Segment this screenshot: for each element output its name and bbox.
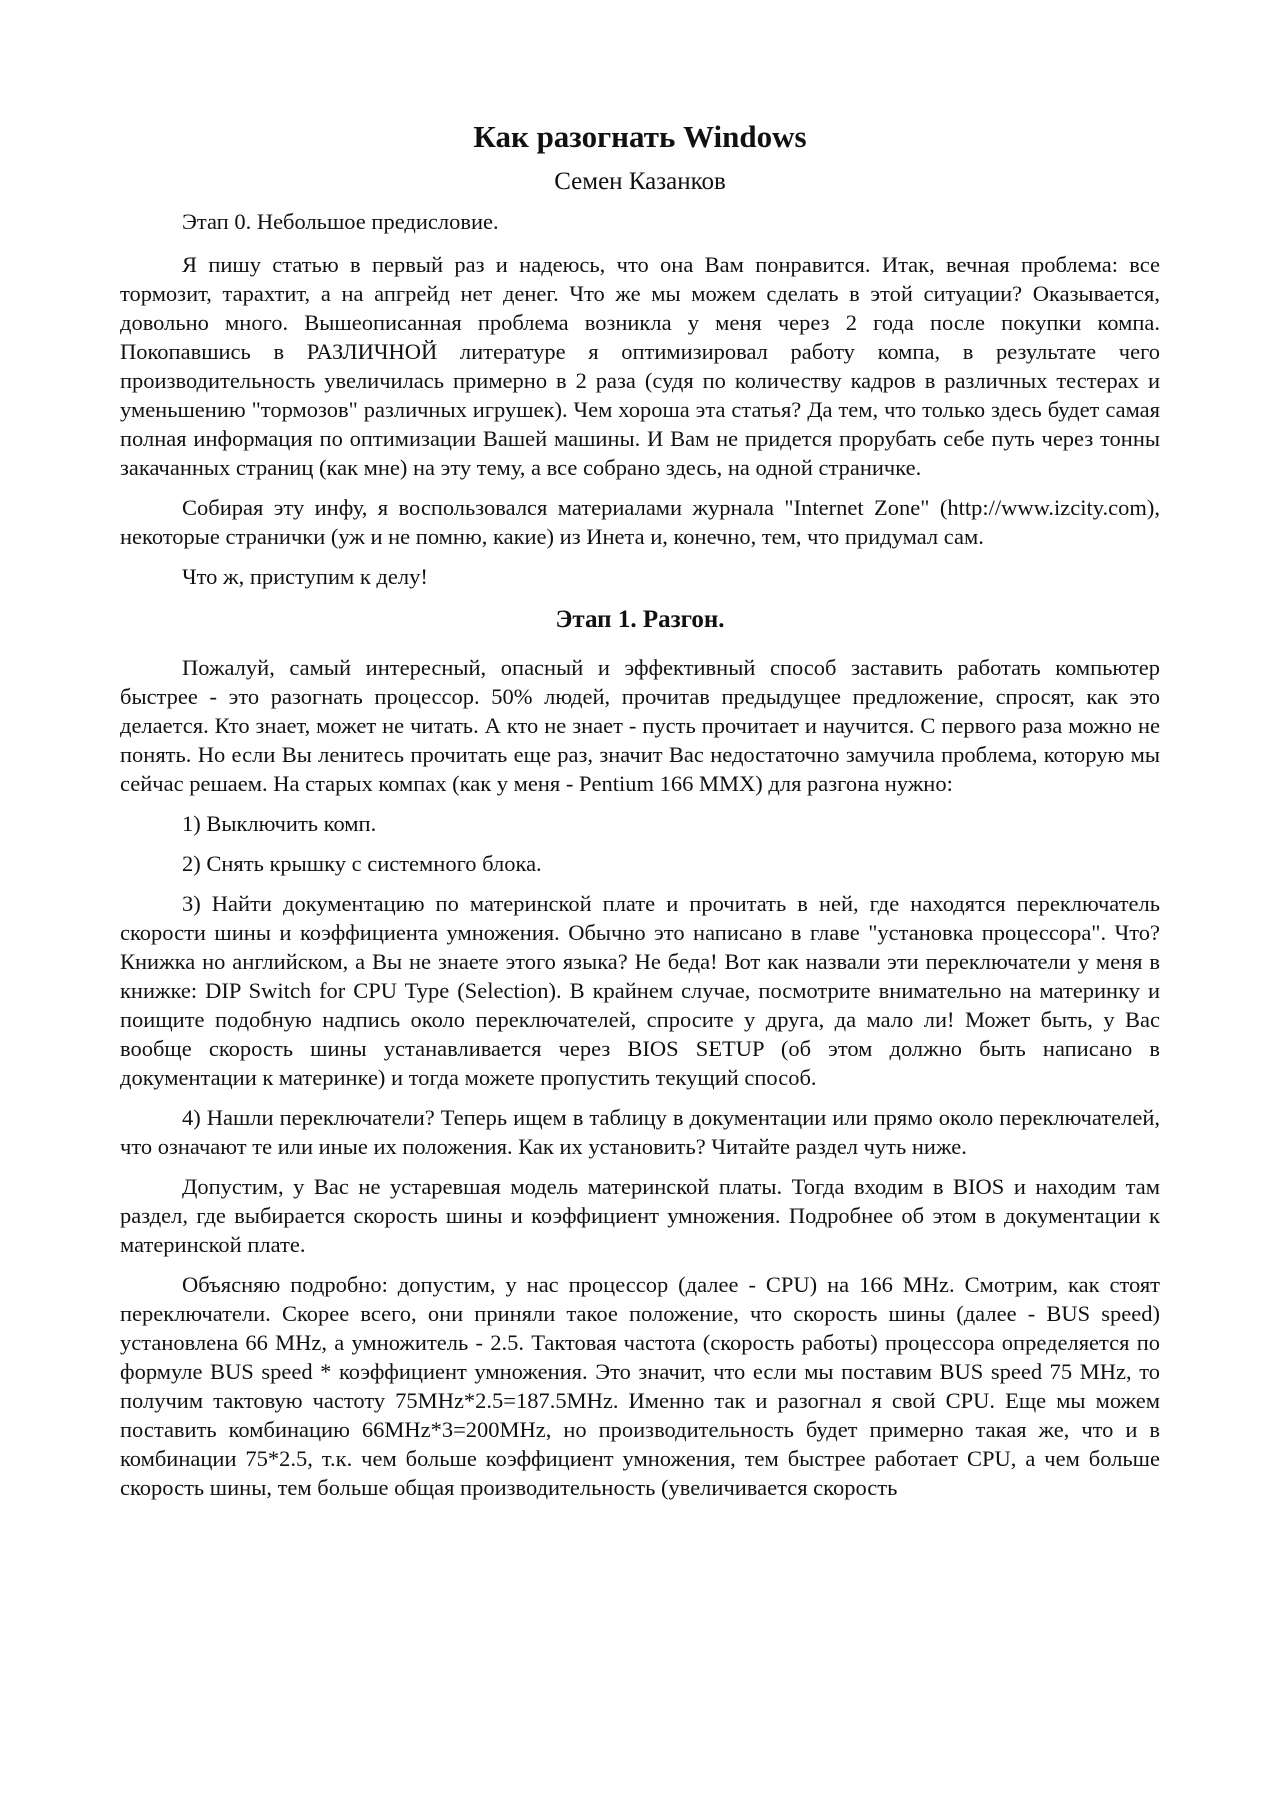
list-item: 4) Нашли переключатели? Теперь ищем в таблицу в документации или прямо около переключателей, что означают те или иные их положения. Как их установить? Читайте раздел чуть ниже. (120, 1105, 1160, 1160)
document-title: Как разогнать Windows (473, 119, 807, 154)
paragraph: Пожалуй, самый интересный, опасный и эффективный способ заставить работать компьютер быстрее - это разогнать процессор. 50% людей, прочитав предыдущее предложение, спросят, как это делается. Кто знает, может не читать. А кто не знает - пусть прочитает и научится. С первого раза можно не понять. Но если Вы ленитесь прочитать еще раз, значит Вас недостаточно замучила проблема, которую мы сейчас решаем. На старых компах (как у меня - Pentium 166 MMX) для разгона нужно: (120, 655, 1160, 797)
intro-heading-line: Этап 0. Небольшое предисловие. (182, 209, 499, 235)
document-body (120, 118, 1160, 1513)
list-item: 3) Найти документацию по материнской плате и прочитать в ней, где находятся переключатель скорости шины и коэффициента умножения. Обычно это написано в главе "установка процессора". Что? Книжка но английском, а Вы не знаете этого языка? Не беда! Вот как назвали эти переключатели у меня в книжке: DIP Switch for CPU Type (Selection). В крайнем случае, посмотрите внимательно на материнку и поищите подобную надпись около переключателей, спросите у друга, да мало ли! Может быть, у Вас вообще скорость шины устанавливается через BIOS SETUP (об этом должно быть написано в документации к материнке) и тогда можете пропустить текущий способ. (120, 891, 1160, 1091)
author-name: Семен Казанков (554, 168, 726, 196)
section-heading: Этап 1. Разгон. (555, 606, 725, 634)
paragraph: Что ж, приступим к делу! (182, 564, 428, 590)
paragraph: Допустим, у Вас не устаревшая модель материнской платы. Тогда входим в BIOS и находим там раздел, где выбирается скорость шины и коэффициент умножения. Подробнее об этом в документации к материнской плате. (120, 1174, 1160, 1258)
list-item: 1) Выключить комп. (182, 811, 377, 837)
list-item: 2) Снять крышку с системного блока. (182, 851, 542, 877)
paragraph: Объясняю подробно: допустим, у нас процессор (далее - CPU) на 166 MHz. Смотрим, как стоят переключатели. Скорее всего, они приняли такое положение, что скорость шины (далее - BUS speed) установлена 66 MHz, а умножитель - 2.5. Тактовая частота (скорость работы) процессора определяется по формуле BUS speed * коэффициент умножения. Это значит, что если мы поставим BUS speed 75 MHz, то получим тактовую частоту 75MHz*2.5=187.5MHz. Именно так и разогнал я свой CPU. Еще мы можем поставить комбинацию 66MHz*3=200MHz, но производительность будет примерно такая же, что и в комбинации 75*2.5, т.к. чем больше коэффициент умножения, тем быстрее работает CPU, а чем больше скорость шины, тем больше общая производительность (увеличивается скорость (120, 1272, 1160, 1501)
paragraph: Собирая эту инфу, я воспользовался материалами журнала "Internet Zone" (http://www.izcity.com), некоторые странички (уж и не помню, какие) из Инета и, конечно, тем, что придумал сам. (120, 495, 1160, 550)
paragraph: Я пишу статью в первый раз и надеюсь, что она Вам понравится. Итак, вечная проблема: все тормозит, тарахтит, а на апгрейд нет денег. Что же мы можем сделать в этой ситуации? Оказывается, довольно много. Вышеописанная проблема возникла у меня через 2 года после покупки компа. Покопавшись в РАЗЛИЧНОЙ литературе я оптимизировал работу компа, в результате чего производительность увеличилась примерно в 2 раза (судя по количеству кадров в различных тестерах и уменьшению "тормозов" различных игрушек). Чем хороша эта статья? Да тем, что только здесь будет самая полная информация по оптимизации Вашей машины. И Вам не придется прорубать себе путь через тонны закачанных страниц (как мне) на эту тему, а все собрано здесь, на одной страничке. (120, 252, 1160, 481)
